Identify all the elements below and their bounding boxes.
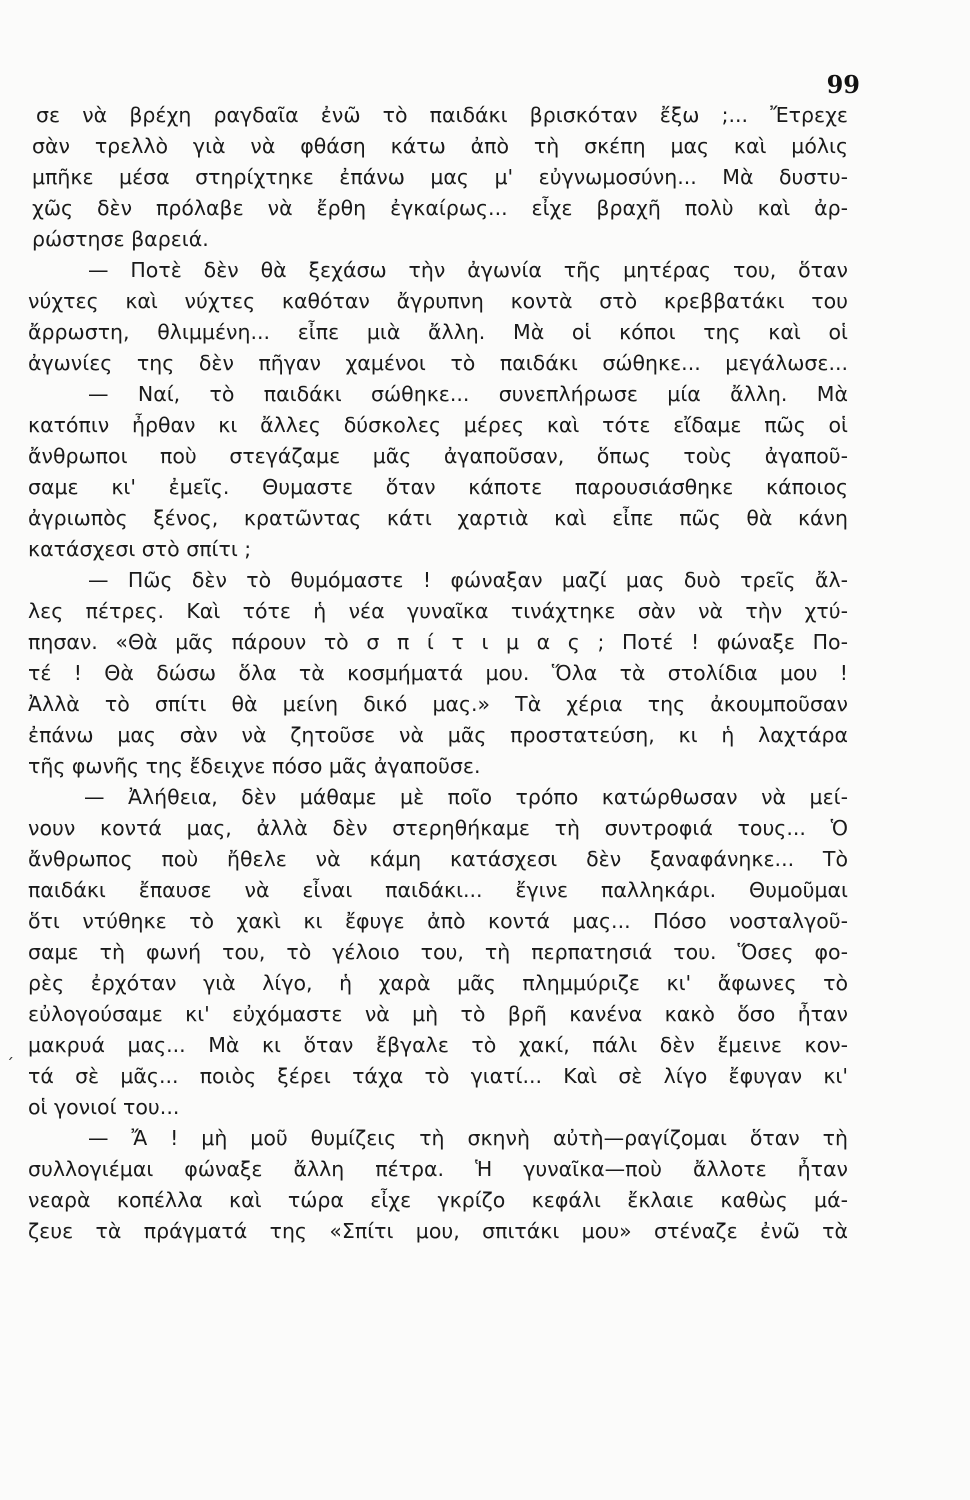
text-line: νεαρὰ κοπέλλα καὶ τώρα εἶχε γκρίζο κεφάλι ἔκλαιε καθὼς μά-: [28, 1188, 848, 1212]
text-line: σὰν τρελλὸ γιὰ νὰ φθάση κάτω ἀπὸ τὴ σκέπη μας καὶ μόλις: [32, 134, 848, 158]
text-line: λες πέτρες. Καὶ τότε ἡ νέα γυναῖκα τινάχτηκε σὰν νὰ τὴν χτύ-: [28, 599, 848, 623]
text-line: παιδάκι ἔπαυσε νὰ εἶναι παιδάκι... ἔγινε παλληκάρι. Θυμοῦμαι: [28, 878, 848, 902]
text-line: ἐπάνω μας σὰν νὰ ζητοῦσε νὰ μᾶς προστατεύση, κι ἡ λαχτάρα: [28, 723, 848, 747]
text-line: — Ποτὲ δὲν θὰ ξεχάσω τὴν ἀγωνία τῆς μητέρας του, ὅταν: [88, 258, 848, 282]
text-line: τά σὲ μᾶς... ποιὸς ξέρει τάχα τὸ γιατί... Καὶ σὲ λίγο ἔφυγαν κι': [28, 1064, 848, 1088]
text-line: εὐλογούσαμε κι' εὐχόμαστε νὰ μὴ τὸ βρῆ κανένα κακὸ ὅσο ἦταν: [28, 1002, 848, 1026]
text-line: νύχτες καὶ νύχτες καθόταν ἄγρυπνη κοντὰ στὸ κρεββατάκι του: [28, 289, 848, 313]
text-line: σε νὰ βρέχη ραγδαῖα ἐνῶ τὸ παιδάκι βρισκόταν ἔξω ;... Ἔτρεχε: [36, 103, 848, 127]
text-line: Ἀλλὰ τὸ σπίτι θὰ μείνη δικό μας.» Τὰ χέρια της ἀκουμποῦσαν: [28, 692, 848, 716]
text-line: μακρυά μας... Μὰ κι ὅταν ἔβγαλε τὸ χακί, πάλι δὲν ἔμεινε κον-: [28, 1033, 848, 1057]
text-line: κατάσχεσι στὸ σπίτι ;: [28, 537, 252, 561]
text-line: τῆς φωνῆς της ἔδειχνε πόσο μᾶς ἀγαποῦσε.: [28, 754, 481, 778]
text-line: πησαν. «Θὰ μᾶς πάρουν τὸ σ π ί τ ι μ α ς ; Ποτέ ! φώναξε Πο-: [28, 630, 848, 654]
text-line: κατόπιν ἦρθαν κι ἄλλες δύσκολες μέρες καὶ τότε εἴδαμε πῶς οἱ: [28, 413, 848, 437]
text-line: οἱ γονιοί του...: [28, 1095, 180, 1119]
text-line: σαμε κι' ἐμεῖς. Θυμαστε ὅταν κάποτε παρουσιάσθηκε κάποιος: [28, 475, 848, 499]
text-line: μπῆκε μέσα στηρίχτηκε ἐπάνω μας μ' εὐγνωμοσύνη... Μὰ δυστυ-: [32, 165, 848, 189]
text-line: — Ναί, τὸ παιδάκι σώθηκε... συνεπλήρωσε μία ἄλλη. Μὰ: [88, 382, 848, 406]
text-line: ἄρρωστη, θλιμμένη... εἶπε μιὰ ἄλλη. Μὰ οἱ κόποι της καὶ οἱ: [28, 320, 848, 344]
stray-mark: ´: [6, 1055, 14, 1074]
body-text: [28, 100, 848, 1247]
text-line: ἄνθρωποι ποὺ στεγάζαμε μᾶς ἀγαποῦσαν, ὅπως τοὺς ἀγαποῦ-: [28, 444, 848, 468]
text-line: ἄνθρωπος ποὺ ἤθελε νὰ κάμη κατάσχεσι δὲν ξαναφάνηκε... Τὸ: [28, 847, 848, 871]
text-line: νουν κοντά μας, ἀλλὰ δὲν στερηθήκαμε τὴ συντροφιά τους... Ὁ: [28, 816, 848, 840]
text-line: ρώστησε βαρειά.: [32, 227, 209, 251]
text-line: χῶς δὲν πρόλαβε νὰ ἔρθη ἐγκαίρως... εἶχε βραχῆ πολὺ καὶ ἀρ-: [32, 196, 848, 220]
text-line: — Ἀλήθεια, δὲν μάθαμε μὲ ποῖο τρόπο κατώρθωσαν νὰ μεί-: [84, 785, 848, 809]
text-line: ζευε τὰ πράγματά της «Σπίτι μου, σπιτάκι μου» στέναζε ἐνῶ τὰ: [28, 1219, 848, 1243]
text-line: τέ ! Θὰ δώσω ὅλα τὰ κοσμήματά μου. Ὅλα τὰ στολίδια μου !: [28, 661, 848, 685]
text-line: ἀγριωπὸς ξένος, κρατῶντας κάτι χαρτιὰ καὶ εἶπε πῶς θὰ κάνη: [28, 506, 848, 530]
text-line: ρὲς ἐρχόταν γιὰ λίγο, ἡ χαρὰ μᾶς πλημμύριζε κι' ἄφωνες τὸ: [28, 971, 848, 995]
text-line: συλλογιέμαι φώναξε ἄλλη πέτρα. Ἡ γυναῖκα—ποὺ ἄλλοτε ἦταν: [28, 1157, 848, 1181]
text-line: — Ἄ ! μὴ μοῦ θυμίζεις τὴ σκηνὴ αὐτὴ—ραγίζομαι ὅταν τὴ: [88, 1126, 848, 1150]
text-line: — Πῶς δὲν τὸ θυμόμαστε ! φώναξαν μαζί μας δυὸ τρεῖς ἄλ-: [88, 568, 848, 592]
text-line: σαμε τὴ φωνή του, τὸ γέλοιο του, τὴ περπατησιά του. Ὅσες φο-: [28, 940, 848, 964]
page-number: 99: [826, 70, 860, 99]
text-line: ἀγωνίες της δὲν πῆγαν χαμένοι τὸ παιδάκι σώθηκε... μεγάλωσε...: [28, 351, 848, 375]
text-line: ὅτι ντύθηκε τὸ χακὶ κι ἔφυγε ἀπὸ κοντά μας... Πόσο νοσταλγοῦ-: [28, 909, 848, 933]
